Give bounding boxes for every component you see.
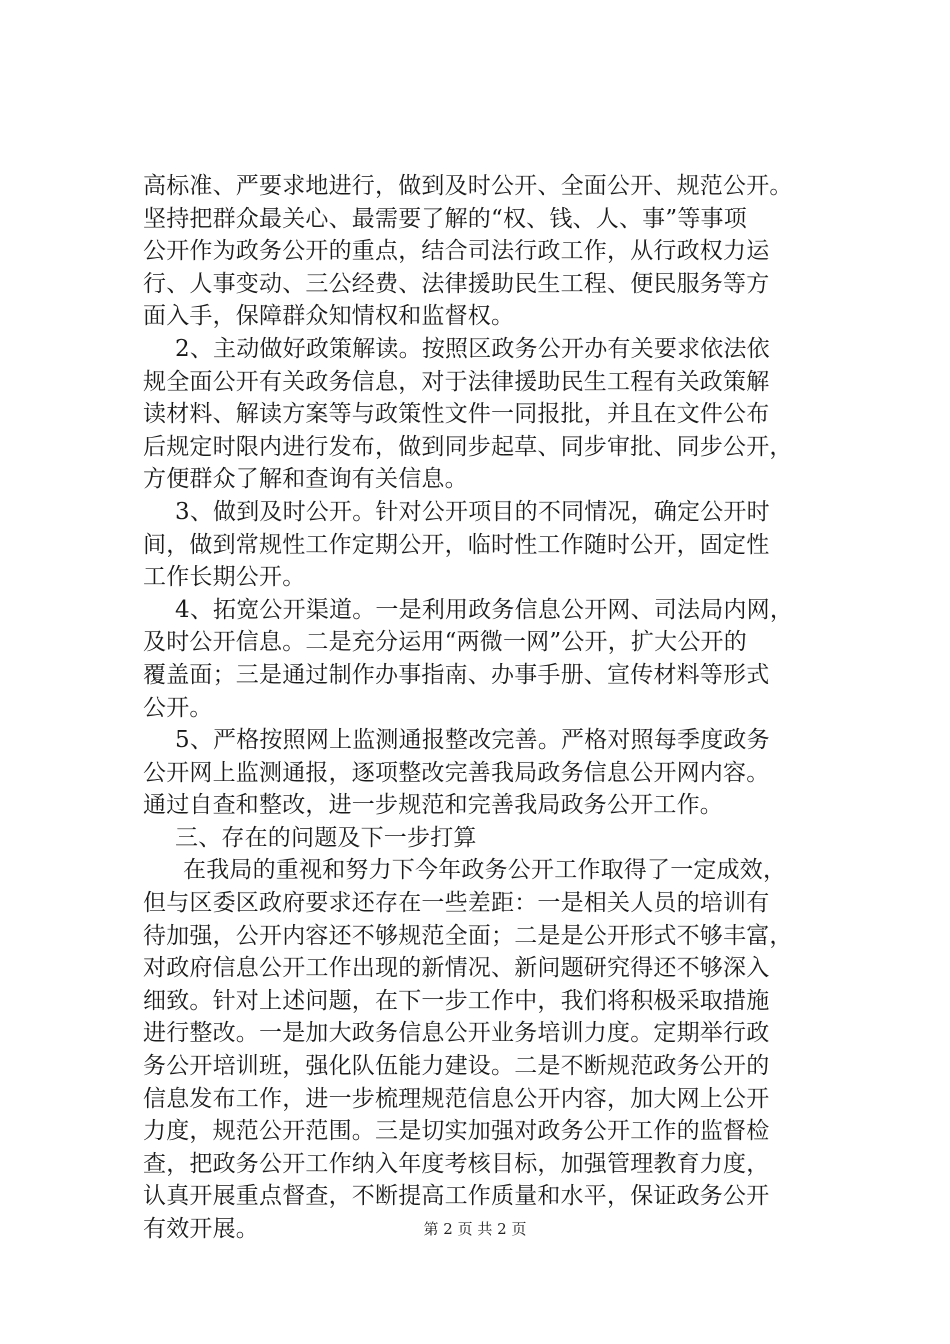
text-line: 力度，规范公开范围。三是切实加强对政务公开工作的监督检	[143, 1118, 770, 1145]
text-line: 信息发布工作，进一步梳理规范信息公开内容，加大网上公开	[143, 1085, 770, 1112]
text-line: 有效开展。	[143, 1216, 259, 1242]
text-line: 对政府信息公开工作出现的新情况、新问题研究得还不够深入	[143, 955, 770, 982]
text-line: 规全面公开有关政务信息，对于法律援助民生工程有关政策解	[143, 368, 770, 395]
text-line: 5、严格按照网上监测通报整改完善。严格对照每季度政务	[175, 727, 770, 754]
text-line: 方便群众了解和查询有关信息。	[143, 466, 468, 493]
text-line: 及时公开信息。二是充分运用“两微一网”公开，扩大公开的	[143, 629, 747, 656]
text-line: 行、人事变动、三公经费、法律援助民生工程、便民服务等方	[143, 270, 770, 297]
text-line: 在我局的重视和努力下今年政务公开工作取得了一定成效，	[183, 857, 787, 884]
text-line: 进行整改。一是加大政务信息公开业务培训力度。定期举行政	[143, 1020, 770, 1047]
text-line: 公开作为政务公开的重点，结合司法行政工作，从行政权力运	[143, 238, 770, 265]
text-line: 坚持把群众最关心、最需要了解的“权、钱、人、事”等事项	[143, 205, 747, 232]
text-line: 待加强，公开内容还不够规范全面；二是是公开形式不够丰富，	[143, 922, 793, 949]
text-line: 后规定时限内进行发布，做到同步起草、同步审批、同步公开，	[143, 433, 793, 460]
text-line: 认真开展重点督查，不断提高工作质量和水平，保证政务公开	[143, 1183, 770, 1210]
text-line: 通过自查和整改，进一步规范和完善我局政务公开工作。	[143, 792, 723, 819]
text-line: 4、拓宽公开渠道。一是利用政务信息公开网、司法局内网，	[175, 596, 794, 623]
text-line: 工作长期公开。	[143, 564, 306, 591]
body-text	[143, 170, 843, 1246]
text-line: 面入手，保障群众知情权和监督权。	[143, 303, 515, 330]
text-line: 细致。针对上述问题，在下一步工作中，我们将积极采取措施	[143, 987, 770, 1014]
text-line: 公开。	[143, 694, 213, 721]
text-line: 覆盖面；三是通过制作办事指南、办事手册、宣传材料等形式	[143, 661, 770, 688]
text-line: 但与区委区政府要求还存在一些差距：一是相关人员的培训有	[143, 890, 770, 917]
text-line: 三、存在的问题及下一步打算	[175, 824, 477, 851]
text-line: 2、主动做好政策解读。按照区政务公开办有关要求依法依	[175, 335, 770, 362]
text-line: 读材料、解读方案等与政策性文件一同报批，并且在文件公布	[143, 401, 770, 428]
text-line: 间，做到常规性工作定期公开，临时性工作随时公开，固定性	[143, 531, 770, 558]
text-line: 务公开培训班，强化队伍能力建设。二是不断规范政务公开的	[143, 1053, 770, 1080]
text-line: 查，把政务公开工作纳入年度考核目标，加强管理教育力度，	[143, 1150, 770, 1177]
text-line: 高标准、严要求地进行，做到及时公开、全面公开、规范公开。	[143, 173, 793, 199]
page-footer: 第 2 页 共 2 页	[423, 1220, 527, 1238]
text-line: 3、做到及时公开。针对公开项目的不同情况，确定公开时	[175, 498, 770, 525]
text-line: 公开网上监测通报，逐项整改完善我局政务信息公开网内容。	[143, 759, 770, 786]
